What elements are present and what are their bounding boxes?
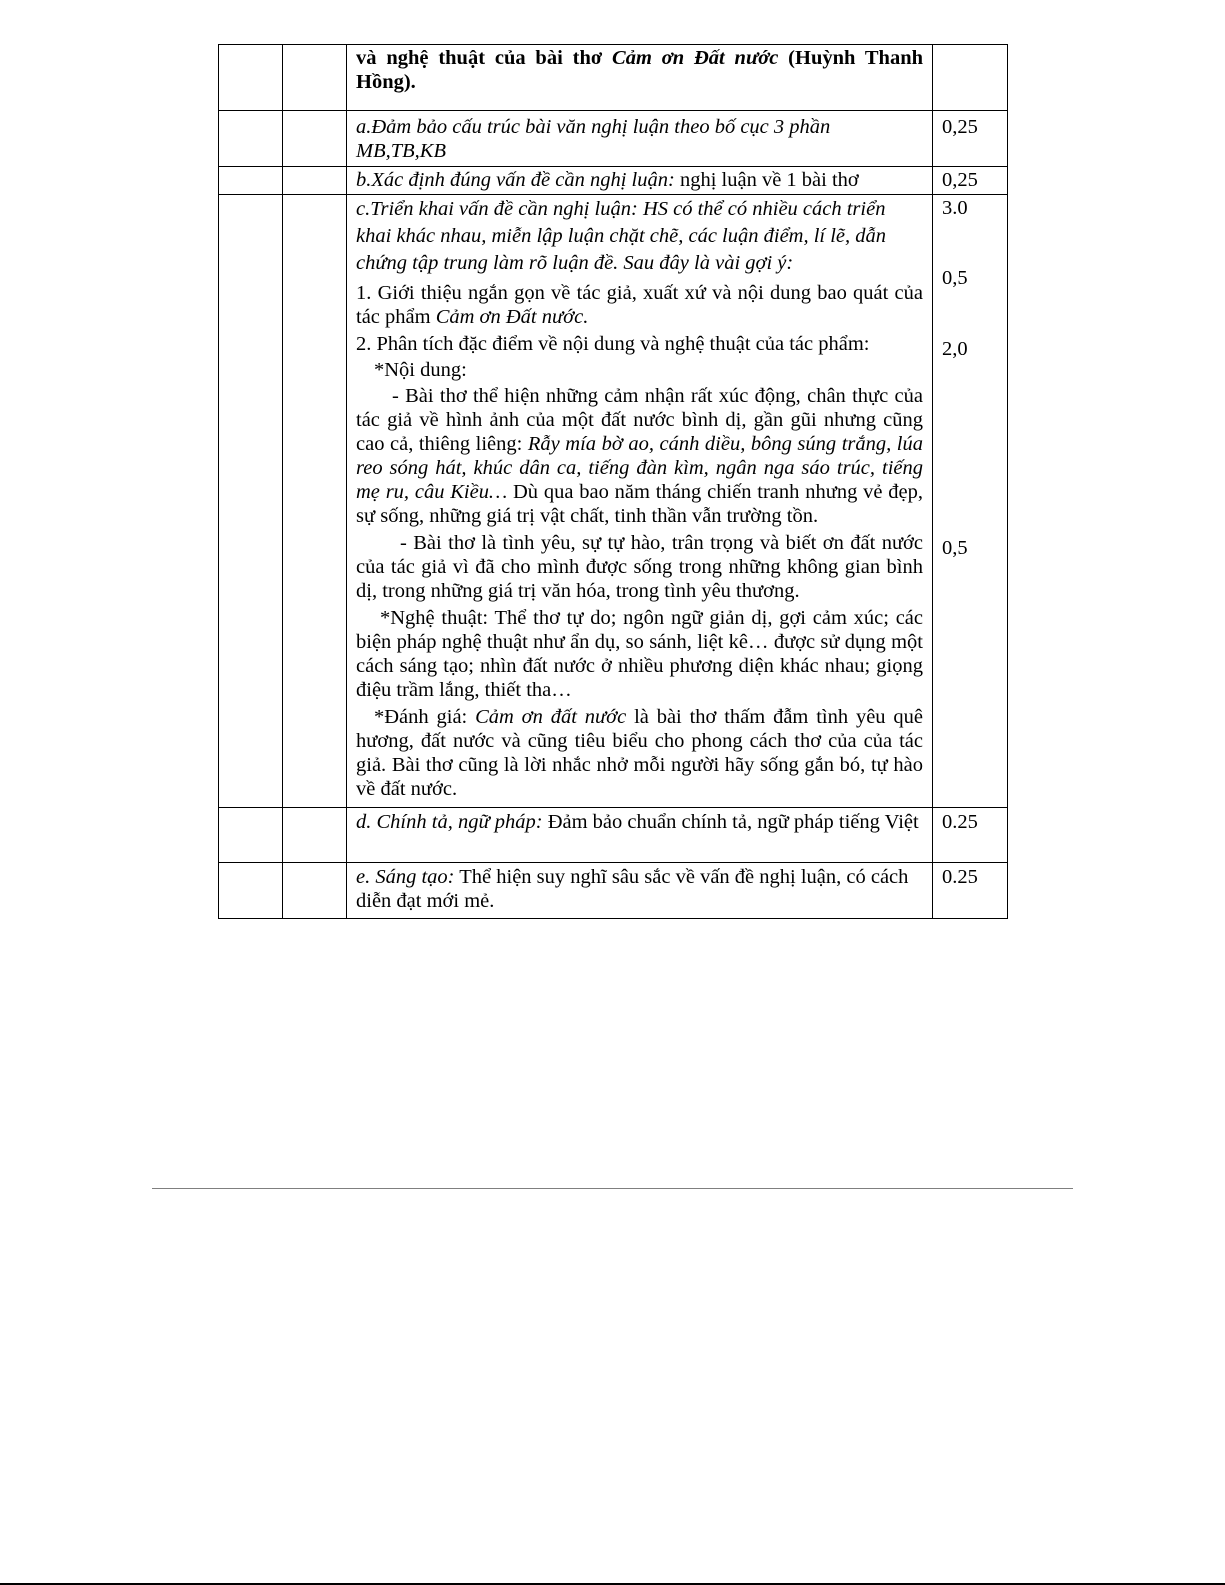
criterion-a-score: 0,25 [942,116,978,138]
content-point-1-end: Dù qua bao năm tháng chiến tranh nhưng vẻ đẹp, sự sống, những giá trị vật chất, tinh thần vẫn trường tồn. [356,481,923,527]
poem-title: Cảm ơn Đất nước [612,47,779,69]
content-point-1-text: - Bài thơ thể hiện những cảm nhận rất xúc động, chân thực của tác giả về hình ảnh của một đất nước bình dị, gần gũi nhưng cũng cao cả, thiêng liêng: [356,385,923,455]
point-1-title: Cảm ơn Đất nước. [435,306,589,328]
criterion-e-text: Thể hiện suy nghĩ sâu sắc về vấn đề nghị luận, có cách diễn đạt mới mẻ. [356,866,909,912]
criterion-b-cell [347,167,933,195]
content-point-2: - Bài thơ là tình yêu, sự tự hào, trân trọng và biết ơn đất nước của tác giả vì đã cho mình được sống trong những không gian bình dị, trong những giá trị văn hóa, trong tình yêu thương. [356,532,923,602]
content-point-1-images: Rẫy mía bờ ao, cánh diều, bông súng trắng, lúa reo sóng hát, khúc dân ca, tiếng đàn kìm, ngân nga sáo trúc, tiếng mẹ ru, câu Kiều… [356,433,923,503]
empty-cell [219,45,283,111]
evaluation-paragraph [356,705,923,801]
evaluation-text: là bài thơ thấm đẫm tình yêu quê hương, đất nước và cũng tiêu biểu cho phong cách thơ của của tác giả. Bài thơ cũng là lời nhắc nhở mỗi người hãy sống gắn bó, tự hào về đất nước. [356,706,923,800]
table-row [219,863,1008,919]
scoring-rubric-table [218,44,1008,919]
criterion-a-text: a.Đảm bảo cấu trúc bài văn nghị luận theo bố cục 3 phần MB,TB,KB [356,116,831,162]
criterion-c-intro: c.Triển khai vấn đề cần nghị luận: HS có thể có nhiều cách triển khai khác nhau, miễn lập luận chặt chẽ, các luận điểm, lí lẽ, dẫn chứng tập trung làm rõ luận đề. Sau đây là vài gợi ý: [356,198,887,274]
criterion-e-score: 0.25 [942,866,978,888]
table-row [219,111,1008,167]
task-text: và nghệ thuật của bài thơ [356,47,613,69]
criterion-a-cell [347,111,933,167]
empty-cell [283,863,347,919]
empty-cell [283,111,347,167]
point-1-score: 0,5 [942,267,968,289]
empty-cell [219,863,283,919]
evaluation-title: Cảm ơn đất nước [475,706,627,728]
empty-cell [219,111,283,167]
table-row [219,195,1008,808]
empty-cell [283,808,347,863]
task-text-author: (Huỳnh Thanh Hồng). [356,47,923,93]
art-paragraph: *Nghệ thuật: Thể thơ tự do; ngôn ngữ giản dị, gợi cảm xúc; các biện pháp nghệ thuật như ẩn dụ, so sánh, liệt kê… được sử dụng một cách sáng tạo; nhìn đất nước ở nhiều phương diện khác nhau; giọng điệu trầm lắng, thiết tha… [356,607,923,701]
content-point-2-score: 0,5 [942,537,968,559]
criterion-b-label: b.Xác định đúng vấn đề cần nghị luận: [356,169,675,191]
score-cell [933,111,1008,167]
criterion-b-score: 0,25 [942,169,978,191]
empty-cell [219,195,283,808]
criterion-d-label: d. Chính tả, ngữ pháp: [356,811,543,833]
criterion-c-point-1 [356,281,923,329]
task-description-cell [347,45,933,111]
score-cell [933,863,1008,919]
criterion-b-text: nghị luận về 1 bài thơ [674,169,859,191]
table-row [219,45,1008,111]
criterion-e-cell [347,863,933,919]
score-cell [933,195,1008,808]
content-point-1 [356,384,923,528]
content-label: *Nội dung: [374,359,467,381]
criterion-d-score: 0.25 [942,811,978,833]
table-row [219,808,1008,863]
empty-cell [283,167,347,195]
score-cell [933,167,1008,195]
criterion-d-text: Đảm bảo chuẩn chính tả, ngữ pháp tiếng Việt [542,811,919,833]
score-cell [933,808,1008,863]
criterion-c-total-score: 3.0 [942,197,968,219]
empty-cell [283,195,347,808]
page-separator-line [152,1188,1073,1189]
empty-cell [283,45,347,111]
empty-cell [219,167,283,195]
point-1-text: 1. Giới thiệu ngắn gọn về tác giả, xuất xứ và nội dung bao quát của tác phẩm [356,282,923,328]
point-2-score: 2,0 [942,338,968,360]
evaluation-label: *Đánh giá: [374,706,476,728]
criterion-e-label: e. Sáng tạo: [356,866,455,888]
table-row [219,167,1008,195]
criterion-c-point-2: 2. Phân tích đặc điểm về nội dung và nghệ thuật của tác phẩm: [356,333,870,355]
criterion-c-cell [347,195,933,808]
empty-cell [219,808,283,863]
score-cell [933,45,1008,111]
criterion-d-cell [347,808,933,863]
